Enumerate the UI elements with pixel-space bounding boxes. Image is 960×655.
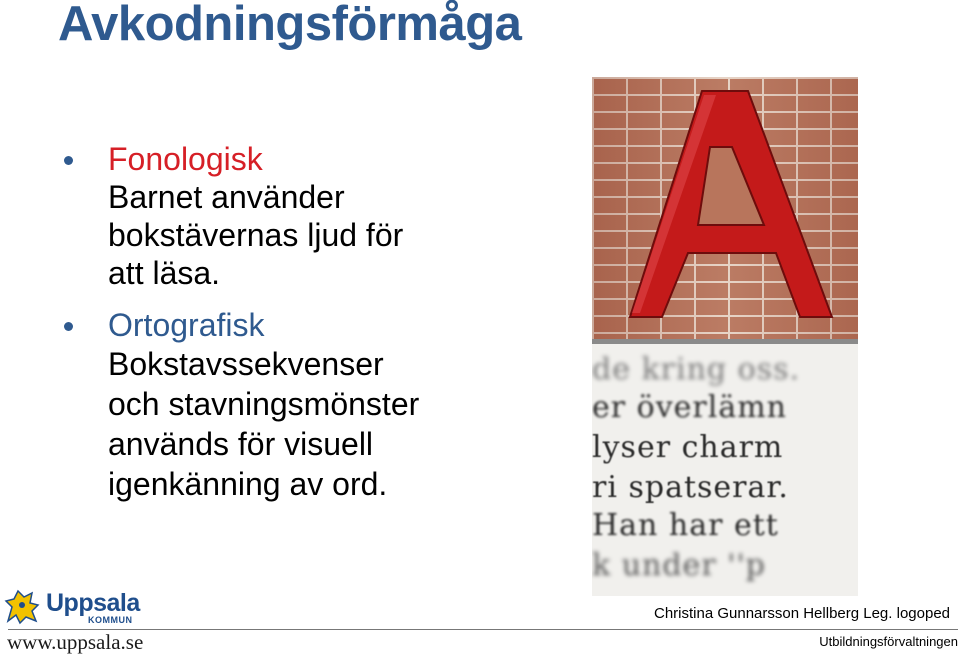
bullet-dot-icon xyxy=(64,322,73,331)
book-line: er överlämn xyxy=(592,390,787,425)
book-line: Han har ett xyxy=(592,508,779,543)
illustration-letter-a-and-text xyxy=(592,77,858,596)
bullet-heading-ortografisk: Ortografisk xyxy=(108,306,265,343)
bullet-heading-fonologisk: Fonologisk xyxy=(108,140,263,177)
bullet-text-fonologisk: Barnet använder bokstävernas ljud för att läsa. xyxy=(108,179,404,291)
bullet-text-ortografisk: Bokstavssekvenser och stavningsmönster används för visuell igenkänning av ord. xyxy=(108,346,420,502)
website-url[interactable]: www.uppsala.se xyxy=(7,630,144,654)
logo-subtitle: KOMMUN xyxy=(88,615,133,625)
lion-crest-icon xyxy=(2,587,44,627)
book-line: de kring oss. xyxy=(592,352,801,387)
uppsala-kommun-logo xyxy=(2,587,152,629)
book-line: lyser charm xyxy=(592,430,784,465)
bullet-dot-icon xyxy=(64,156,73,165)
department-name: Utbildningsförvaltningen xyxy=(819,634,958,649)
book-line: k under ''p xyxy=(592,548,766,583)
bullet-line xyxy=(64,306,419,344)
logo-name: Uppsala xyxy=(46,589,140,617)
author-credit: Christina Gunnarsson Hellberg Leg. logoped xyxy=(653,605,950,622)
bullet-ortografisk xyxy=(64,306,419,504)
bullet-line xyxy=(64,140,403,178)
bullet-fonologisk xyxy=(64,140,403,292)
book-line: ri spatserar. xyxy=(592,470,789,505)
slide-title: Avkodningsförmåga xyxy=(58,0,522,51)
book-page-image xyxy=(592,344,858,596)
footer-divider xyxy=(8,629,958,630)
letter-a-icon xyxy=(592,77,858,339)
